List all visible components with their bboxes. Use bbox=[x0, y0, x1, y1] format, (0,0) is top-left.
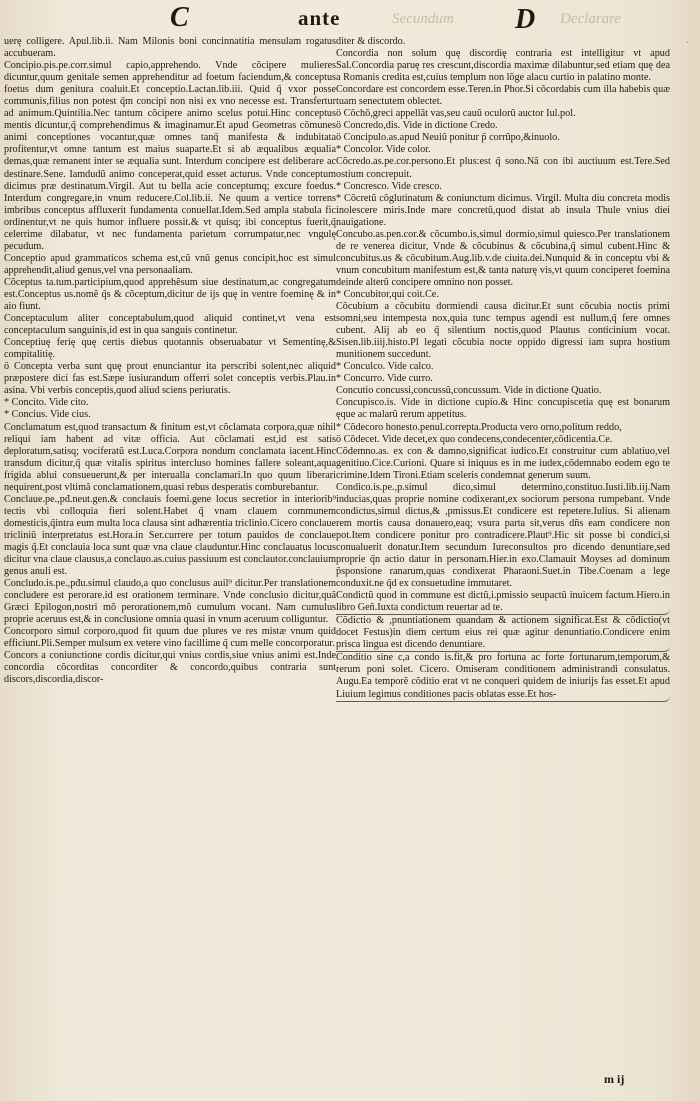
margin-mark: · bbox=[686, 38, 690, 49]
entry-text: * Concito. Vide cito. bbox=[4, 397, 89, 409]
header-left-letter: C bbox=[170, 2, 189, 33]
right-column bbox=[336, 36, 670, 1066]
entry-text: Concipio.pis.pe.corr.simul capio,apprehendo. Vnde cõcipere mulieres dicuntur,quum genitale semen apprehenditur ad foetum faciendum,& conceptus foetus dum genitura coaluit.Et conceptio.Lactan.lib.iii. Quid q̃ vxor posse communis,filius non potest q̃m concipi non nisi ex vno necesse est. Transfertur ad animum.Quintilia.Nec tantum cõcipere animo scelus potui.Hinc conceptus mentis dicuntur,q̃ comprehendimus & imaginamur.Et apud Geometras cõmunes animi conceptiones vocantur,quæ omnes tanq̃ manifesta & indubitata profitentur,vt omne tantum est maius suaparte.Et si ab æqualibus æqualia demas,quæ remanent inter se æqualia sunt. Interdum concipere est deliberare ac destinare.Sene. Iamdudũ animo conceperat,quid esset acturus. Vnde conceptum dicimus præ destinatum.Virgil. Aut tu bella acie conceptumq; excure foedus. Interdum congregare,in vnum reducere.Col.lib.ii. Ne quum a vertice torrens imbribus conceptus affluxerit fundamenta conuellat.Idem.Sed ampla stabula fic ordinentur,vt ne quis humor influere possit.& vt quisq; ibi conceptus fuerit,q̃ celerrime dilabatur, vt nec fundamenta parietum corrumpatur,nec vngulę pecudum. bbox=[4, 60, 336, 252]
entry-text: Cõdemno.as. ex con & damno,significat iudico.Et construitur cum ablatiuo,vel genitiuo.Cice.Curioni. Quare si iniquus es in me iudex,cõdemnabo eodem ego te crimine.Idem Tironi.Etiam sceleris condemnat generum suum. bbox=[336, 445, 670, 481]
entry-text: Concludo.is.pe.,pđu.simul claudo,a quo conclusus auil⁹ dicitur.Per translationem concludere est perorare.id est orationem terminare. Vnde conclusio dicitur,quã Græci Epilogon,nostri mõ perorationem,mõ cumulum vocant. Nam cumulus proprie aceruus est,& in conclusione omnia quasi in vnum aceruum colliguntur. bbox=[4, 578, 336, 626]
entry-text: uerę colligere. Apul.lib.ii. Nam Milonis boni concinnatitia mensulam rogatus accubueram. bbox=[4, 36, 336, 60]
entry-text: * Cõcretũ cõglutinatum & coniunctum dicimus. Virgil. Multa diu concreta modis inolescere miris.Inde mare concretũ,quod distat ab insula Thule vnius diei nauigatione. bbox=[336, 192, 670, 228]
entry-text: Concubo.as.pen.cor.& cõcumbo.is,simul dormio,simul quiesco.Per translationem de re venerea dicitur, Vnde & cõcubinus & cõcubina,q̃ simul cubent.Hinc & concubitus.us & cõcubitum.Aug.lib.v.de ciuita.dei.Nunquid & in conceptu vbi & vnum concubitum manifestum est,& tanta naturę vis,vt quum conciperet foemina deinde alterũ concipere omnino non posset. bbox=[336, 228, 670, 288]
entry-text: ö Cõchõ,greci appellãt vas,seu cauũ oculorũ auctor Iul.pol. bbox=[336, 108, 576, 120]
entry-text: Cõcubium a cõcubitu dormiendi causa dicitur.Et sunt cõcubia noctis primi somni,seu intempesta nox,quia tunc tempus agendi est nullum,q̃ fere omnes cubent. Alij ab eo q̃ silentium noctis,quod Plautus conticinium vocat. Sisen.lib.iiij.histo.Pl legati cõcubia nocte oppido digressi iam supra hostium munitionem succedunt. bbox=[336, 301, 670, 361]
show-through-text-right: Declarare bbox=[560, 11, 622, 27]
entry-text: ö Concepta verba sunt quę prout enunciantur ita perscribi solent,nec aliquid præpostere dici fas est.Sæpe iusiurandum offerri solet conceptis verbis.Plau.in asina. Vbi verbis conceptis,quod aliud sciens periuratis. bbox=[4, 361, 336, 397]
entry-text: Condico.is.pe.,p.simul dico,simul determino,constituo.Iusti.lib.iij.Nam inducias,quas proprie nomine codixerant,ex sociorum persona rumpebant. Vnde condictus,simul dictus,& ,pmissus.Et condicere est repetere.Iulius. Si alienam rem mortis causa donauero,eaq; vsura parta sit,verus dñs eam condicere non pot.Item condicere ponitur pro contradicere.Plaut⁹.Hic sit posse bi condici,si conualuerit donatur.Item secundum Iureconsultos pro dicendo denuntiare,sed proprie q̃n actio datur in personam.Hier.in exo.Clamauit Moyses ad dominum p̃sponsione ranarum,quas condixerat Pharaoni.Suet.in Tibe.Coenam a lege conduxit.ne q̃d ex consuetudine immutaret. bbox=[336, 481, 670, 590]
left-column bbox=[4, 36, 336, 1066]
entry-text: Cõdictio & ,pnuntiationem quandam & actionem significat.Est & cõdictio(vt docet Festus)in diem certum eius rei quæ agitur denuntiatio.Condicere enim prisca lingua est dicendo denuntiare. bbox=[336, 615, 670, 652]
entry-text: Cõcredo.as.pe.cor.persono.Et plus:est q̃ sono.Nã con ibi auctiuum est.Tere.Sed ostium concrepuit. bbox=[336, 156, 670, 180]
entry-text: diter & discordo. bbox=[336, 36, 406, 47]
header-right-letter: D bbox=[515, 4, 536, 35]
entry-text: * Conculco. Vide calco. bbox=[336, 361, 434, 373]
entry-text: Conceptio apud grammaticos schema est,cũ vnũ genus concipit,hoc est simul apprehendit,aliud genus,vel vna personaaliam. bbox=[4, 252, 336, 276]
entry-text: Concordia non solum quę discordię contraria est intelligitur vt apud Sal.Concordia paruę res crescunt,discordia maximæ dilabuntur,sed etiam quę dea a Romanis credita est,cuius templum non lõge alacu curtio in palatino monte. bbox=[336, 48, 670, 84]
entry-text: Concordare est concordem esse.Teren.in Phor.Si cõcordabis cum illa habebis quæ tuam senectutem oblectet. bbox=[336, 84, 670, 108]
entry-text: Conclaue.pe.,pđ.neut.gen.& concłauis foemi.gene locus secretior in interiorib⁹ tectis vbi colloquia fieri solent.Habet q̃ vnam clauem communem domesticis,q̃intra eum multa loca clausa sint adhærentia triclinio.Cicero conclaue tricliniũ interpretatus est.Hora.in Ser.currere per totum pauidos de conclaue magis q̃.Et conclauia loca sunt quæ vna claue clauduntur.Hinc conclauatus locus dicitur vna claue clausus,a conclauo.as.cuius passiuum est conclautor.conclauium genus anuli est. bbox=[4, 493, 336, 578]
entry-text: Concorporo simul corporo,quod fit quum due plures ve res mistæ vnum quid efficiunt.Pli.Semper mulsum ex vetere vino facillime q̃ cum melle concorporatur. bbox=[4, 626, 336, 650]
entry-text: * Concubitor,qui coit.Ce. bbox=[336, 288, 439, 300]
entry-text: ö Concipulo.as.apud Neuiũ ponitur p̃ corrũpo,&inuolo. bbox=[336, 132, 560, 144]
entry-text: * Concurro. Vide curro. bbox=[336, 373, 433, 385]
entry-text: Conceptaculum aliter conceptabulum,quod aliquid continet,vt vena est conceptaculum sanguinis,id est in qua sanguis continetur. bbox=[4, 313, 336, 337]
entry-text: Concors a coniunctione cordis dicitur,qui vnius cordis,siue vnius animi est.Inde concordia cõcorditas concorditer & concordo,quibus contraria sunt discors,discordia,discor- bbox=[4, 650, 336, 686]
header-title: ante bbox=[298, 6, 341, 30]
entry-text: * Concresco. Vide cresco. bbox=[336, 180, 442, 192]
entry-text: Conditio sine c,a condo is.fit,& pro fortuna ac forte fortunarum,temporum,& rerum poni solet. Cicero. Omiseram conditionem administrandi consulatus. Augu.Ea temporẽ cõditio erat vt ne conqueri quidem de iniurijs fas esset.Et apud Liuium legimus conditiones pacis oblatas esse.Et hos- bbox=[336, 652, 670, 701]
entry-text: Concupisco.is. Vide in dictione cupio.& Hinc concupiscetia quę est bonarum ęque ac malarũ rerum appetitus. bbox=[336, 397, 670, 421]
signature-mark: m ij bbox=[604, 1072, 625, 1086]
entry-text: * Cõdecoro honesto.penul.correpta.Producta vero orno,politum reddo, bbox=[336, 421, 622, 433]
entry-text: Cõceptus ta.tum.participium,quod apprehẽsum siue destinatum,ac congregatum est.Conceptus us.nomẽ q̃s & cõceptum,dicitur de ijs quę in ventre foeminę & in aio fiunt. bbox=[4, 276, 336, 313]
entry-text: Condictũ quod in commune est dictũ,i.pmissio seupactũ inuicem factum.Hiero.in libro Geñ.Iuxta condictum reuertar ad te. bbox=[336, 590, 670, 615]
entry-text: Concutio concussi,concussũ,concussum. Vide in dictione Quatio. bbox=[336, 385, 602, 397]
entry-text: Conceptiuę ferię quę certis diebus quotannis obseruabatur vt Sementinę,& compitalitię. bbox=[4, 337, 336, 361]
entry-text: * Concolor. Vide color. bbox=[336, 144, 431, 156]
entry-text: Conclamatum est,quod transactum & finitum est,vt cõclamata corpora,quæ nihil reliqui iam habent ad vitæ officia. Aut cõclamati est,id est satis deploratum,satisq; vociferatũ est.Luca.Corpora nondum conclamata iacent.Hinc transdum dicitur,q̃ quæ vitalis spiritus intercluso homines fallere soleant,aqua frigida ablui consueuerunt,& per interualla conclamari.In quo quum liberari nequirent,post vltimã conclamationem,quasi rebus desperatis comburebantur. bbox=[4, 421, 336, 493]
entry-text: ö Concredo,dis. Vide in dictione Credo. bbox=[336, 120, 498, 132]
entry-text: ö Cõdecet. Vide decet,ex quo condecens,condecenter,cõdicentia.Ce. bbox=[336, 433, 613, 445]
running-header bbox=[0, 2, 700, 34]
show-through-text-left: Secundum bbox=[392, 11, 454, 27]
entry-text: * Concius. Vide cius. bbox=[4, 409, 91, 421]
